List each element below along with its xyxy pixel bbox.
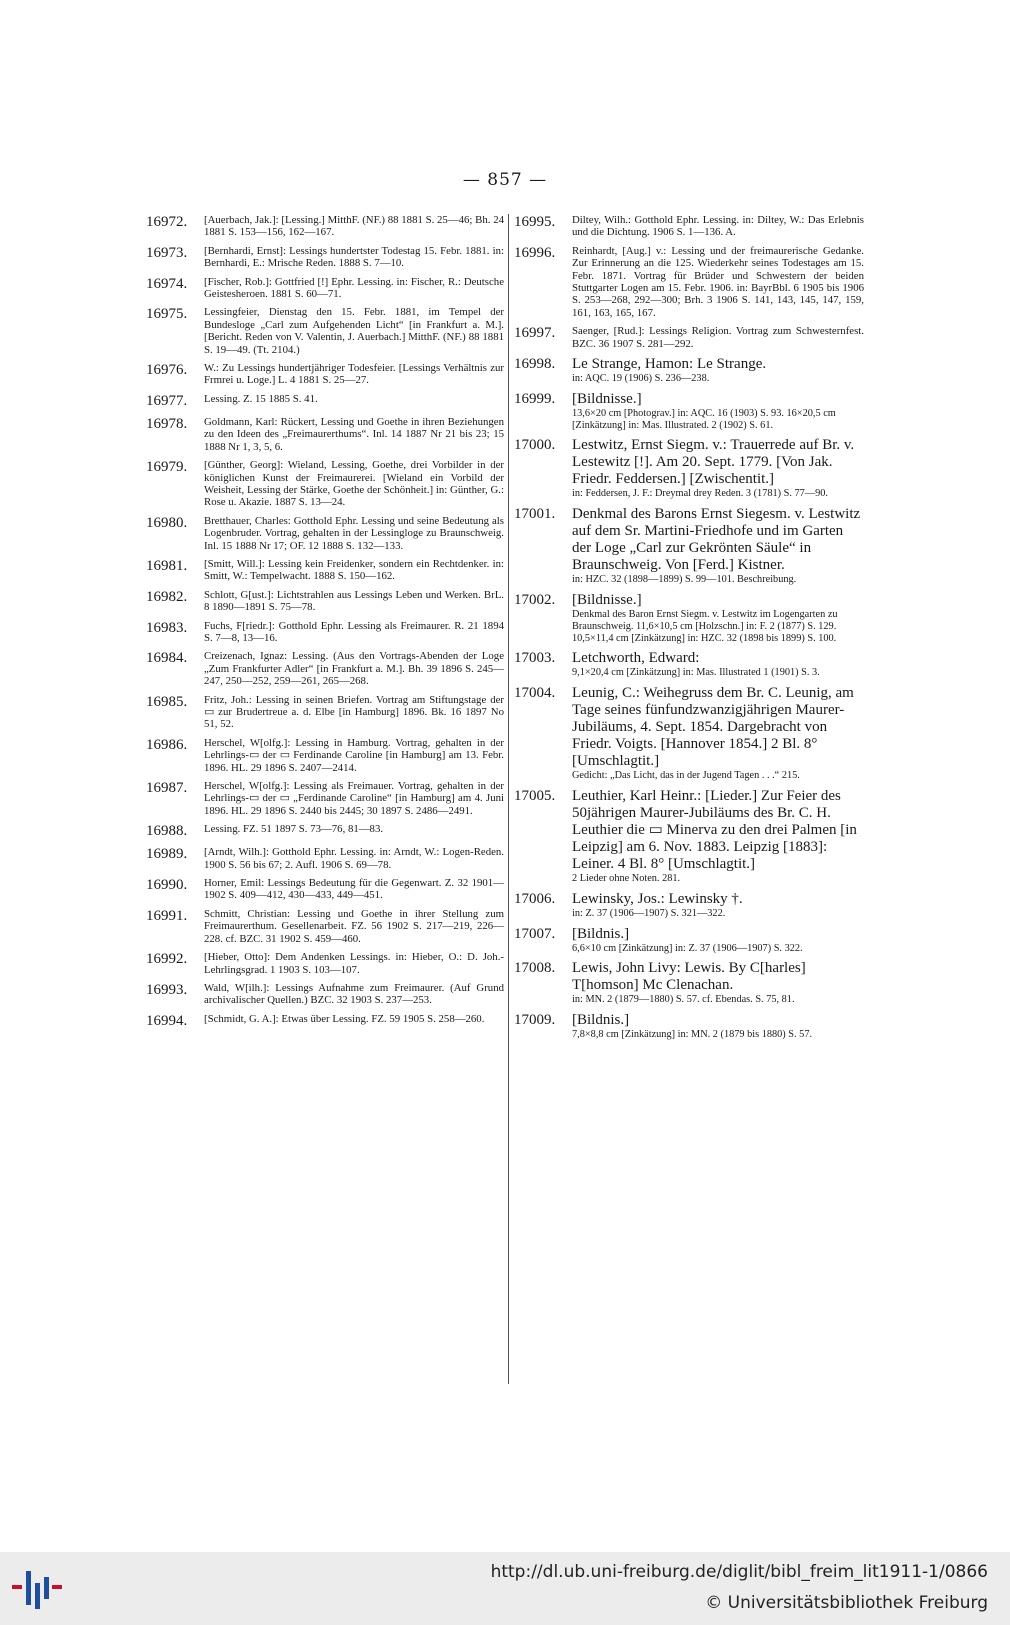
bibliography-entry <box>514 356 864 385</box>
entry-number: 16999. <box>514 390 556 407</box>
entry-title: Lessing. FZ. 51 1897 S. 73—76, 81—83. <box>204 823 384 836</box>
entry-title: Letchworth, Edward: <box>572 650 700 667</box>
copyright-notice: © Universitätsbibliothek Freiburg <box>705 1593 988 1613</box>
entry-number: 16973. <box>146 244 188 261</box>
bibliography-entry <box>146 362 504 387</box>
entry-text <box>204 362 504 387</box>
entry-number: 16979. <box>146 459 188 476</box>
entry-citation: Gedicht: „Das Licht, das in der Jugend Tagen . . .“ 215. <box>572 770 800 782</box>
entry-number: 16974. <box>146 275 188 292</box>
bibliography-entry <box>146 589 504 614</box>
entry-text <box>572 1012 864 1041</box>
entry-title: [Hieber, Otto]: Dem Andenken Lessings. in: Hieber, O.: D. Joh.-Lehrlingsgrad. 1 1903 S. 103—107. <box>204 951 504 976</box>
entry-text <box>204 393 504 410</box>
entry-title: Lestwitz, Ernst Siegm. v.: Trauerrede auf Br. v. Lestewitz [!]. Am 20. Sept. 1779. [Von Jak. Friedr. Feddersen.] [Zwischentit.] <box>572 437 855 488</box>
entry-citation: in: AQC. 19 (1906) S. 236—238. <box>572 373 710 385</box>
entry-text <box>572 891 864 920</box>
entry-citation: 9,1×20,4 cm [Zinkätzung] in: Mas. Illustrated 1 (1901) S. 3. <box>572 667 820 679</box>
bibliography-entry <box>514 788 864 885</box>
entry-title: Goldmann, Karl: Rückert, Lessing und Goethe in ihren Beziehungen zu den Ideen des „Freimaurerthums“. Inl. 14 1887 Nr 21 bis 23; 15 1888 Nr 1, 3, 5, 6. <box>204 415 504 453</box>
entry-text <box>204 459 504 509</box>
entry-number: 16977. <box>146 392 188 409</box>
bibliography-entry <box>514 592 864 644</box>
entry-number: 17002. <box>514 592 556 609</box>
entry-number: 16983. <box>146 619 188 636</box>
entry-number: 16993. <box>146 981 188 998</box>
entry-title: [Bildnis.] <box>572 1012 630 1029</box>
entry-text <box>204 737 504 774</box>
entry-title: Saenger, [Rud.]: Lessings Religion. Vortrag zum Schwesternfest. BZC. 36 1907 S. 281—292. <box>572 325 864 350</box>
entry-title: [Fischer, Rob.]: Gottfried [!] Ephr. Lessing. in: Fischer, R.: Deutsche Geistesheroen. 1881 S. 60—71. <box>204 275 504 301</box>
entry-number: 16997. <box>514 325 556 342</box>
entry-number: 16975. <box>146 306 188 323</box>
entry-number: 16976. <box>146 362 188 379</box>
bibliography-entry <box>146 823 504 840</box>
entry-number: 16987. <box>146 780 188 797</box>
bibliography-entry <box>514 1012 864 1041</box>
entry-title: Denkmal des Barons Ernst Siegesm. v. Lestwitz auf dem Sr. Martini-Friedhofe und im Garten der Loge „Carl zur Gekrönten Säule“ in Braunschweig. Von [Ferd.] Kistner. <box>572 506 861 574</box>
entry-text <box>572 437 864 500</box>
entry-number: 16995. <box>514 214 556 230</box>
entry-number: 17006. <box>514 890 556 907</box>
entry-text <box>204 306 504 356</box>
entry-text <box>572 685 864 782</box>
entry-text <box>204 908 504 945</box>
entry-number: 17007. <box>514 925 556 942</box>
entry-citation: 2 Lieder ohne Noten. 281. <box>572 873 681 885</box>
entry-citation: 7,8×8,8 cm [Zinkätzung] in: MN. 2 (1879 bis 1880) S. 57. <box>572 1029 813 1041</box>
entry-title: Le Strange, Hamon: Le Strange. <box>572 356 767 373</box>
bibliography-entry <box>146 694 504 731</box>
entry-title: Horner, Emil: Lessings Bedeutung für die Gegenwart. Z. 32 1901—1902 S. 409—412, 430—433, 449—451. <box>204 877 504 902</box>
entry-text <box>572 788 864 885</box>
entry-number: 16990. <box>146 877 188 894</box>
bibliography-entry <box>514 506 864 586</box>
entry-text <box>204 620 504 645</box>
entry-number: 16992. <box>146 951 188 968</box>
entry-number: 16998. <box>514 356 556 373</box>
entry-text <box>204 780 504 817</box>
entry-title: Schlott, G[ust.]: Lichtstrahlen aus Lessings Leben und Werken. BrL. 8 1890—1891 S. 75—78. <box>204 588 504 614</box>
page-number: — 857 — <box>462 170 548 190</box>
bibliography-entry <box>514 245 864 319</box>
entry-number: 16982. <box>146 588 188 605</box>
bibliography-entry <box>514 650 864 679</box>
bibliography-entry <box>146 459 504 509</box>
entry-number: 17001. <box>514 506 556 523</box>
bibliography-entry <box>146 1013 504 1030</box>
entry-title: Bretthauer, Charles: Gotthold Ephr. Lessing und seine Bedeutung als Logenbruder. Vortrag, gehalten in der Lessingloge zu Braunschweig. Inl. 15 1888 Nr 17; OF. 12 1888 S. 132—133. <box>204 514 504 552</box>
entry-text <box>572 960 864 1006</box>
entry-title: [Bernhardi, Ernst]: Lessings hundertster Todestag 15. Febr. 1881. in: Bernhardi, E.: Mrische Reden. 1888 S. 7—10. <box>204 244 504 270</box>
entry-title: [Arndt, Wilh.]: Gotthold Ephr. Lessing. in: Arndt, W.: Logen-Reden. 1900 S. 56 bis 67; 2. Aufl. 1906 S. 69—78. <box>204 846 504 871</box>
bibliography-entry <box>146 951 504 976</box>
entry-text <box>204 650 504 687</box>
entry-citation: in: HZC. 32 (1898—1899) S. 99—101. Beschreibung. <box>572 574 797 586</box>
bibliography-entry <box>146 276 504 301</box>
entry-text <box>204 589 504 614</box>
entry-text <box>204 416 504 453</box>
entry-title: [Schmidt, G. A.]: Etwas über Lessing. FZ. 59 1905 S. 258—260. <box>204 1012 485 1025</box>
right-column <box>514 214 864 1047</box>
entry-text <box>572 214 864 239</box>
entry-title: Diltey, Wilh.: Gotthold Ephr. Lessing. in: Diltey, W.: Das Erlebnis und die Dichtung. 1906 S. 1—136. A. <box>572 214 864 239</box>
bibliography-entry <box>514 214 864 239</box>
bibliography-entry <box>146 650 504 687</box>
entry-title: Herschel, W[olfg.]: Lessing in Hamburg. Vortrag, gehalten in der Lehrlings-▭ der ▭ Ferdinande Caroline [in Hamburg] am 13. Febr. 1896. HL. 29 1896 S. 2407—2414. <box>204 736 504 774</box>
entry-text <box>204 877 504 902</box>
entry-text <box>572 592 864 644</box>
entry-text <box>572 356 864 385</box>
entry-number: 16996. <box>514 244 556 261</box>
entry-text <box>572 650 864 679</box>
entry-title: Leunig, C.: Weihegruss dem Br. C. Leunig, am Tage seines fünfundzwanzigjährigen Maurer-Jubiläums, 4. Sept. 1854. Dargebracht von Friedr. Voigts. [Hannover 1854.] 2 Bl. 8° [Umschlagtit.] <box>572 685 854 770</box>
entry-text <box>204 982 504 1007</box>
bibliography-entry <box>146 306 504 356</box>
entry-number: 17000. <box>514 437 556 454</box>
bibliography-entry <box>514 325 864 350</box>
entry-title: Schmitt, Christian: Lessing und Goethe in ihrer Stellung zum Freimaurerthum. Gesellenarbeit. FZ. 56 1902 S. 217—219, 226—228. cf. BZC. 31 1902 S. 459—460. <box>204 907 504 945</box>
permalink-url[interactable]: http://dl.ub.uni-freiburg.de/diglit/bibl_freim_lit1911-1/0866 <box>490 1562 988 1582</box>
entry-text <box>572 391 864 432</box>
bibliography-entry <box>514 685 864 782</box>
entry-number: 16978. <box>146 415 188 432</box>
entry-title: [Bildnisse.] <box>572 390 642 407</box>
entry-citation: Denkmal des Baron Ernst Siegm. v. Lestwitz im Logengarten zu Braunschweig. 11,6×10,5 cm [Holzschn.] in: F. 2 (1877) S. 129. 10,5×11,4 cm [Zinkätzung] in: HZC. 32 (1898 bis 1899) S. 100. <box>572 609 838 644</box>
entry-text <box>572 245 864 319</box>
bibliography-entry <box>514 891 864 920</box>
entry-number: 17004. <box>514 685 556 702</box>
bibliography-entry <box>146 393 504 410</box>
entry-number: 16980. <box>146 514 188 531</box>
entry-text <box>204 823 504 840</box>
entry-title: Lessingfeier, Dienstag den 15. Febr. 1881, im Tempel der Bundesloge „Carl zum Aufgehenden Licht“ [in Frankfurt a. M.]. [Bericht. Reden von V. Valentin, J. Auerbach.] MitthF. (NF.) 88 1881 S. 19—49. (Tt. 2104.) <box>204 306 504 356</box>
entry-title: [Bildnis.] <box>572 925 630 942</box>
entry-title: Reinhardt, [Aug.] v.: Lessing und der freimaurerische Gedanke. Zur Erinnerung an die 125. Wiederkehr seines Todestages am 15. Febr. 1871. Vortrag für Brüder und Schwestern der beiden Stuttgarter Logen am 15. Febr. 1906. in: BayrBbl. 6 1905 bis 1906 S. 253—268, 292—300; Brh. 3 1906 S. 141, 143, 145, 147, 159, 161, 163, 165, 167. <box>572 244 864 319</box>
entry-number: 16985. <box>146 693 188 710</box>
entry-text <box>572 926 864 955</box>
entry-title: Lewinsky, Jos.: Lewinsky †. <box>572 890 743 907</box>
bibliography-entry <box>146 982 504 1007</box>
entry-citation: in: Feddersen, J. F.: Dreymal drey Reden. 3 (1781) S. 77—90. <box>572 488 828 500</box>
entry-number: 16991. <box>146 907 188 924</box>
entry-citation: in: Z. 37 (1906—1907) S. 321—322. <box>572 907 726 919</box>
entry-text <box>572 506 864 586</box>
entry-number: 17003. <box>514 650 556 667</box>
entry-number: 17005. <box>514 788 556 805</box>
entry-title: Lewis, John Livy: Lewis. By C[harles] T[homson] Mc Clenachan. <box>572 960 806 994</box>
entry-text <box>204 846 504 871</box>
entry-title: [Smitt, Will.]: Lessing kein Freidenker, sondern ein Rechtdenker. in: Smitt, W.: Tempelwacht. 1888 S. 150—162. <box>204 557 504 583</box>
entry-number: 16972. <box>146 214 188 230</box>
entry-title: Wald, W[ilh.]: Lessings Aufnahme zum Freimaurer. (Auf Grund archivalischer Quellen.) BZC. 32 1903 S. 237—253. <box>204 981 504 1007</box>
bibliography-entry <box>514 926 864 955</box>
bibliography-entry <box>514 437 864 500</box>
entry-text <box>204 694 504 731</box>
entry-number: 16994. <box>146 1012 188 1029</box>
bibliography-entry <box>146 214 504 239</box>
entry-text <box>204 276 504 301</box>
entry-citation: 13,6×20 cm [Photograv.] in: AQC. 16 (1903) S. 93. 16×20,5 cm [Zinkätzung] in: Mas. Illustrated. 2 (1902) S. 61. <box>572 407 836 431</box>
bibliography-entry <box>146 515 504 552</box>
entry-title: Lessing. Z. 15 1885 S. 41. <box>204 392 318 405</box>
entry-number: 16988. <box>146 823 188 840</box>
bibliography-entry <box>514 391 864 432</box>
library-logo-icon <box>10 1563 64 1613</box>
entry-number: 17008. <box>514 960 556 977</box>
bibliography-entry <box>514 960 864 1006</box>
entry-number: 16984. <box>146 650 188 667</box>
column-divider <box>508 214 509 1384</box>
entry-citation: 6,6×10 cm [Zinkätzung] in: Z. 37 (1906—1907) S. 322. <box>572 942 803 954</box>
bibliography-entry <box>146 558 504 583</box>
entry-number: 16989. <box>146 846 188 863</box>
entry-text <box>204 558 504 583</box>
entry-title: [Auerbach, Jak.]: [Lessing.] MitthF. (NF.) 88 1881 S. 25—46; Bh. 24 1881 S. 153—156, 162—167. <box>204 214 504 239</box>
entry-title: Creizenach, Ignaz: Lessing. (Aus den Vortrags-Abenden der Loge „Zum Frankfurter Adler“ [in Frankfurt a. M.]. Bh. 39 1896 S. 245—247, 250—252, 259—261, 265—268. <box>204 650 504 688</box>
bibliography-entry <box>146 620 504 645</box>
bibliography-entry <box>146 245 504 270</box>
entry-title: Fritz, Joh.: Lessing in seinen Briefen. Vortrag am Stiftungstage der ▭ zur Brudertreue a. d. Elbe [in Hamburg] 1896. Bk. 16 1897 No 51, 52. <box>204 693 504 731</box>
bibliography-entry <box>146 416 504 453</box>
entry-title: Leuthier, Karl Heinr.: [Lieder.] Zur Feier des 50jährigen Maurer-Jubiläums des Br. C. H. Leuthier die ▭ Minerva zu den drei Palmen [in Leipzig] am 6. Nov. 1883. Leipzig [1883]: Leiner. 4 Bl. 8° [Umschlagtit.] <box>572 788 857 873</box>
bibliography-entry <box>146 780 504 817</box>
entry-citation: in: MN. 2 (1879—1880) S. 57. cf. Ebendas. S. 75, 81. <box>572 994 795 1006</box>
left-column <box>146 214 504 1036</box>
entry-title: [Günther, Georg]: Wieland, Lessing, Goethe, drei Vorbilder in der königlichen Kunst der Freimaurerei. [Wieland ein Vorbild der Weisheit, Lessing der Stärke, Goethe der Schönheit.] in: Günther, G.: Rose u. Akazie. 1887 S. 13—24. <box>204 459 504 509</box>
entry-title: [Bildnisse.] <box>572 592 642 609</box>
entry-title: Herschel, W[olfg.]: Lessing als Freimauer. Vortrag, gehalten in der Lehrlings-▭ der ▭ „Ferdinande Caroline“ [in Hamburg] am 4. Juni 1896. HL. 29 1896 S. 2440 bis 2445; 30 1897 S. 2486—2491. <box>204 780 504 817</box>
entry-title: W.: Zu Lessings hundertjähriger Todesfeier. [Lessings Verhältnis zur Frmrei u. Loge.] L. 4 1881 S. 25—27. <box>204 362 504 387</box>
bibliography-entry <box>146 908 504 945</box>
entry-title: Fuchs, F[riedr.]: Gotthold Ephr. Lessing als Freimaurer. R. 21 1894 S. 7—8, 13—16. <box>204 619 504 644</box>
bibliography-entry <box>146 877 504 902</box>
entry-number: 16981. <box>146 557 188 574</box>
entry-text <box>204 515 504 552</box>
entry-text <box>204 951 504 976</box>
bibliography-entry <box>146 846 504 871</box>
entry-text <box>572 325 864 350</box>
bibliography-entry <box>146 737 504 774</box>
entry-text <box>204 214 504 239</box>
entry-text <box>204 245 504 270</box>
entry-number: 17009. <box>514 1012 556 1029</box>
entry-text <box>204 1013 504 1030</box>
entry-number: 16986. <box>146 736 188 753</box>
